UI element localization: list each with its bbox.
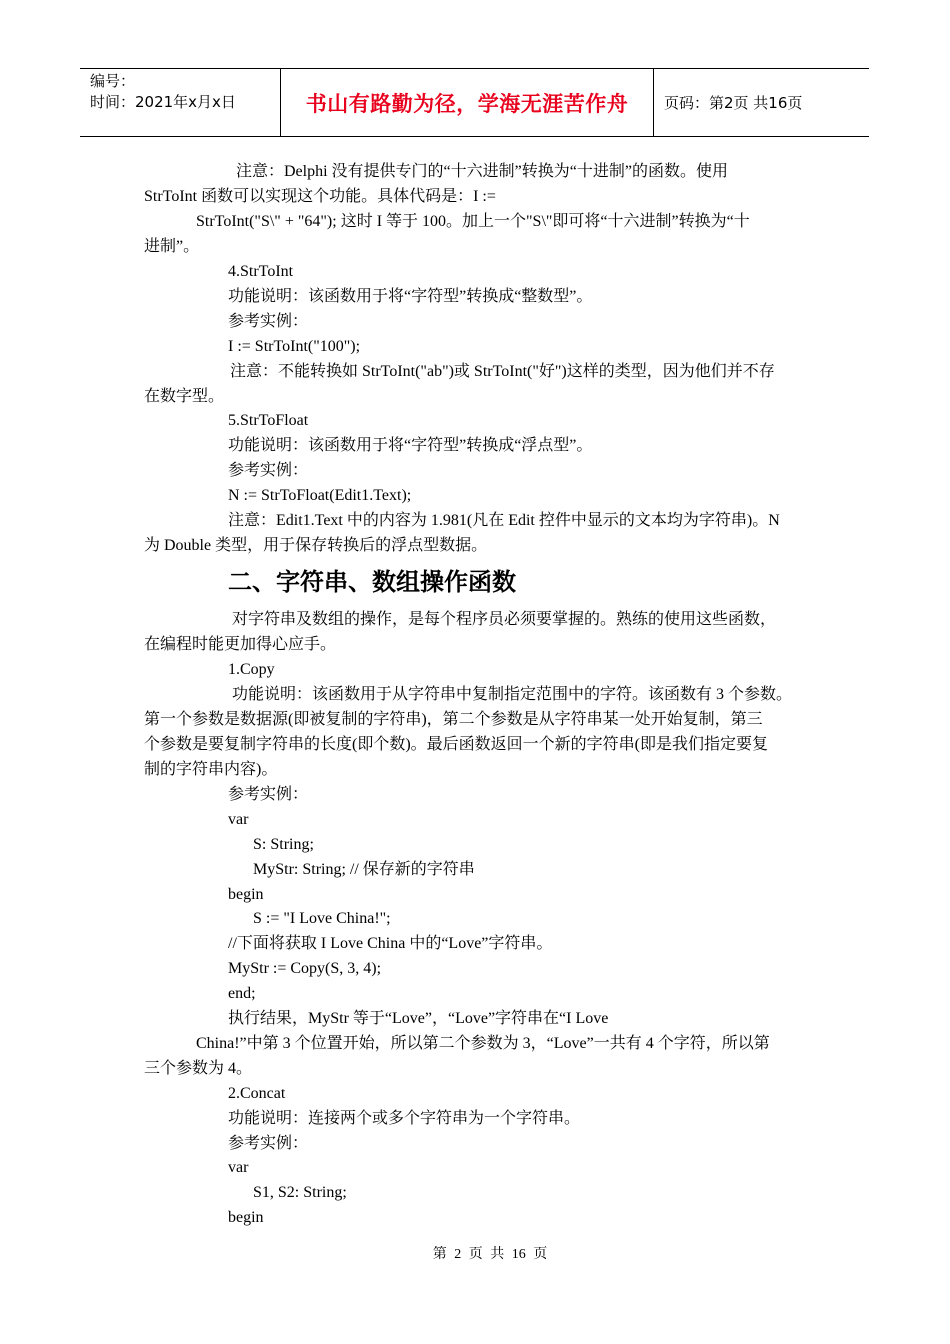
code-line: S := "I Love China!"; [253, 910, 391, 927]
code-line: MyStr := Copy(S, 3, 4); [228, 960, 382, 977]
paragraph-line: 注意：不能转换如 StrToInt("ab")或 StrToInt("好")这样的类型，因为他们并不存 [230, 363, 775, 380]
header-table [80, 68, 869, 137]
subsection-title: 2.Concat [228, 1085, 286, 1102]
header-motto: 书山有路勤为径，学海无涯苦作舟 [305, 91, 629, 116]
header-date-label: 时间：2021年x月x日 [90, 93, 236, 111]
code-line: //下面将获取 I Love China 中的“Love”字符串。 [228, 935, 553, 952]
paragraph-line: 注意：Edit1.Text 中的内容为 1.981(凡在 Edit 控件中显示的文本均为字符串)。N [228, 512, 780, 529]
paragraph-line: 功能说明：连接两个或多个字符串为一个字符串。 [228, 1110, 581, 1127]
paragraph-line: 参考实例： [228, 786, 309, 803]
paragraph-line: 参考实例： [228, 1135, 309, 1152]
paragraph-line: 制的字符串内容)。 [144, 761, 278, 778]
paragraph-line: 功能说明：该函数用于从字符串中复制指定范围中的字符。该函数有 3 个参数。 [232, 686, 793, 703]
paragraph-line: 三个参数为 4。 [144, 1060, 253, 1077]
subsection-title: 5.StrToFloat [228, 412, 309, 429]
paragraph-line: 第一个参数是数据源(即被复制的字符串)，第二个参数是从字符串某一处开始复制，第三 [144, 711, 763, 728]
code-line: N := StrToFloat(Edit1.Text); [228, 487, 412, 504]
paragraph-line: 对字符串及数组的操作，是每个程序员必须要掌握的。熟练的使用这些函数， [232, 611, 777, 628]
code-line: I := StrToInt("100"); [228, 338, 361, 355]
paragraph-line: 功能说明：该函数用于将“字符型”转换成“浮点型”。 [228, 437, 593, 454]
paragraph-line: 个参数是要复制字符串的长度(即个数)。最后函数返回一个新的字符串(即是我们指定要复 [144, 736, 768, 753]
code-line: var [228, 811, 249, 828]
subsection-title: 1.Copy [228, 661, 275, 678]
subsection-title: 4.StrToInt [228, 263, 294, 280]
header-number-label: 编号： [90, 72, 136, 90]
paragraph-line: 功能说明：该函数用于将“字符型”转换成“整数型”。 [228, 288, 593, 305]
code-line: end; [228, 985, 256, 1002]
code-line: begin [228, 886, 264, 903]
paragraph-line: 执行结果，MyStr 等于“Love”，“Love”字符串在“I Love [228, 1010, 609, 1027]
code-line: MyStr: String; // 保存新的字符串 [253, 861, 475, 878]
paragraph-line: StrToInt("S\" + "64"); 这时 I 等于 100。加上一个"S\"即可将“十六进制”转换为“十 [196, 213, 750, 230]
paragraph-line: 注意：Delphi 没有提供专门的“十六进制”转换为“十进制”的函数。使用 [236, 163, 728, 180]
paragraph-line: China!”中第 3 个位置开始，所以第二个参数为 3，“Love”一共有 4 个字符，所以第 [196, 1035, 770, 1052]
header-page-info-cell [654, 69, 869, 136]
paragraph-line: StrToInt 函数可以实现这个功能。具体代码是：I := [144, 188, 496, 205]
paragraph-line: 在数字型。 [144, 388, 225, 405]
paragraph-line: 参考实例： [228, 313, 309, 330]
code-line: begin [228, 1209, 264, 1226]
paragraph-line: 在编程时能更加得心应手。 [144, 636, 337, 653]
code-line: S: String; [253, 836, 314, 853]
code-line: S1, S2: String; [253, 1184, 347, 1201]
paragraph-line: 参考实例： [228, 462, 309, 479]
paragraph-line: 进制”。 [144, 238, 200, 255]
header-motto-cell [281, 69, 654, 136]
section-heading: 二、字符串、数组操作函数 [228, 568, 516, 596]
page-footer: 第 2 页 共 16 页 [432, 1247, 548, 1262]
header-meta-cell [80, 69, 281, 136]
code-line: var [228, 1159, 249, 1176]
paragraph-line: 为 Double 类型，用于保存转换后的浮点型数据。 [144, 537, 488, 554]
header-page-info: 页码：第2页 共16页 [664, 94, 803, 112]
